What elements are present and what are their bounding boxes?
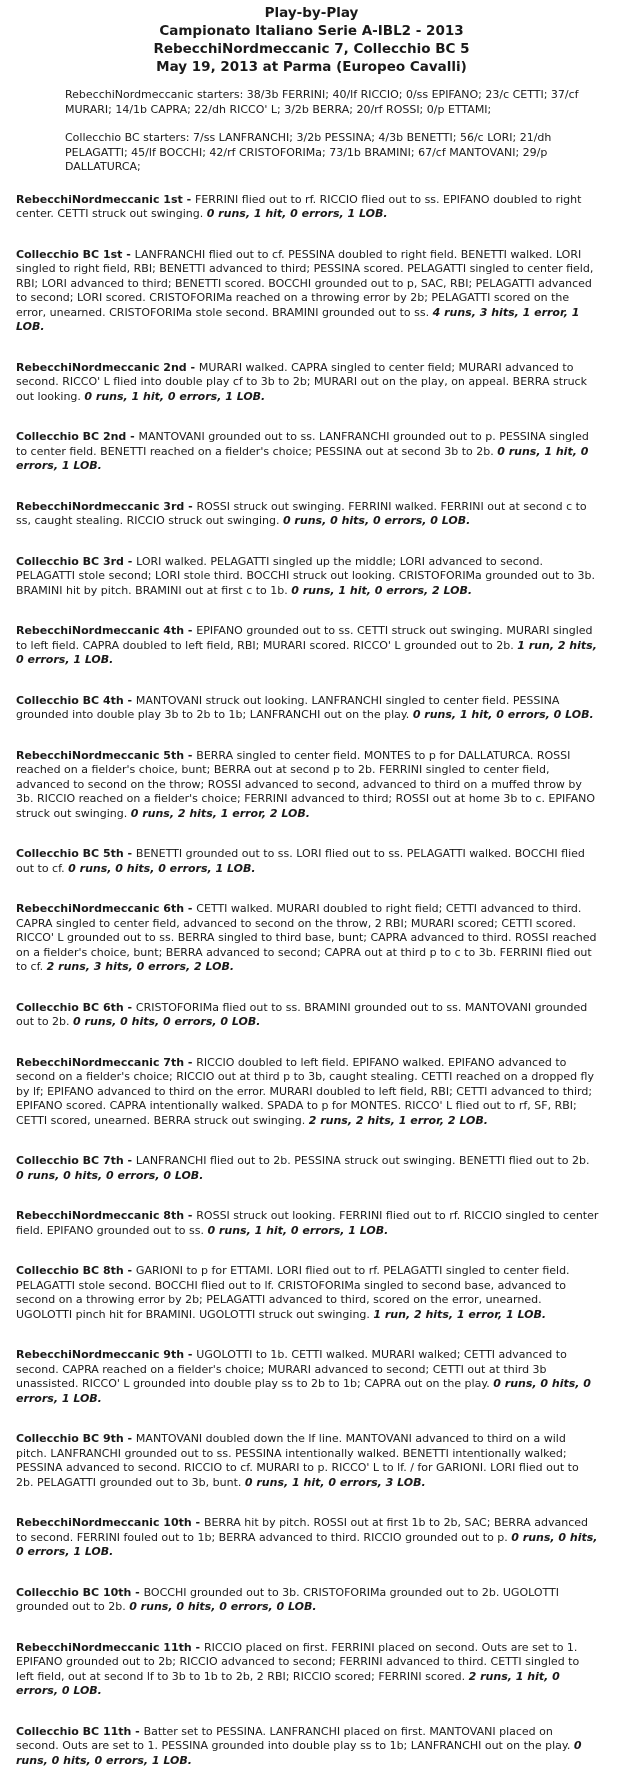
inning-plays: RICCIO placed on first. FERRINI placed on second. Outs are set to 1. EPIFANO grounded out to 2b; RICCIO advanced to second; FERRINI advanced to third. CETTI singled to left field, out at second lf to 3b to 1b to 2b, 2 RBI; RICCIO scored; FERRINI scored. bbox=[16, 1641, 579, 1683]
inning-team-label: RebecchiNordmeccanic 2nd - bbox=[16, 361, 199, 374]
inning-team-label: RebecchiNordmeccanic 4th - bbox=[16, 624, 196, 637]
inning-summary: 0 runs, 1 hit, 0 errors, 0 LOB. bbox=[413, 708, 594, 721]
inning-team-label: Collecchio BC 1st - bbox=[16, 248, 135, 261]
inning-team-label: RebecchiNordmeccanic 5th - bbox=[16, 749, 196, 762]
inning-paragraph bbox=[16, 248, 599, 335]
inning-team-label: Collecchio BC 5th - bbox=[16, 847, 136, 860]
inning-plays: UGOLOTTI to 1b. CETTI walked. MURARI walked; CETTI advanced to second. CAPRA reached on a fielder's choice; MURARI advanced to second; CETTI out at third 3b unassisted. RICCO' L grounded into double play ss to 2b to 1b; CAPRA out on the play. bbox=[16, 1348, 567, 1390]
inning-summary: 0 runs, 0 hits, 0 errors, 0 LOB. bbox=[283, 514, 470, 527]
inning-team-label: Collecchio BC 8th - bbox=[16, 1264, 136, 1277]
inning-plays: ROSSI struck out looking. FERRINI flied out to rf. RICCIO singled to center field. EPIFANO grounded out to ss. bbox=[16, 1209, 598, 1237]
inning-plays: Batter set to PESSINA. LANFRANCHI placed on first. MANTOVANI placed on second. Outs are set to 1. PESSINA grounded into double play ss to 1b; LANFRANCHI out on the play. bbox=[16, 1725, 574, 1753]
inning-summary: 0 runs, 0 hits, 0 errors, 1 LOB. bbox=[68, 862, 255, 875]
inning-summary: 0 runs, 1 hit, 0 errors, 1 LOB. bbox=[207, 207, 388, 220]
inning-summary: 1 run, 2 hits, 0 errors, 1 LOB. bbox=[16, 639, 597, 667]
inning-paragraph bbox=[16, 1001, 599, 1030]
inning-summary: 0 runs, 0 hits, 0 errors, 0 LOB. bbox=[73, 1015, 260, 1028]
inning-plays: LANFRANCHI flied out to 2b. PESSINA struck out swinging. BENETTI flied out to 2b. bbox=[136, 1154, 590, 1167]
inning-plays: CRISTOFORIMa flied out to ss. BRAMINI grounded out to ss. MANTOVANI grounded out to 2b. bbox=[16, 1001, 587, 1029]
inning-plays: CETTI walked. MURARI doubled to right field; CETTI advanced to third. CAPRA singled to center field, advanced to second on the throw, 2 RBI; MURARI scored; CETTI scored. RICCO' L grounded out to ss. BERRA singled to third base, bunt; CAPRA advanced to third. ROSSI reached on a fielder's choice, bunt; BERRA advanced to second; CAPRA out at third p to c to 3b. FERRINI flied out to cf. bbox=[16, 902, 597, 973]
inning-team-label: Collecchio BC 6th - bbox=[16, 1001, 136, 1014]
home-starters: RebecchiNordmeccanic starters: 38/3b FERRINI; 40/lf RICCIO; 0/ss EPIFANO; 23/c CETTI; 37/cf MURARI; 14/1b CAPRA; 22/dh RICCO' L; 3/2b BERRA; 20/rf ROSSI; 0/p ETTAMI; bbox=[65, 88, 597, 117]
inning-team-label: Collecchio BC 11th - bbox=[16, 1725, 144, 1738]
inning-plays: MANTOVANI doubled down the lf line. MANTOVANI advanced to third on a wild pitch. LANFRANCHI grounded out to ss. PESSINA intentionally walked. BENETTI intentionally walked; PESSINA advanced to second. RICCIO to cf. MURARI to p. RICCO' L to lf. / for GARIONI. LORI flied out to 2b. PELAGATTI grounded out to 3b, bunt. bbox=[16, 1432, 579, 1489]
inning-summary: 2 runs, 1 hit, 0 errors, 0 LOB. bbox=[16, 1670, 560, 1698]
inning-paragraph bbox=[16, 555, 599, 599]
inning-paragraph bbox=[16, 1516, 599, 1560]
inning-summary: 0 runs, 1 hit, 0 errors, 1 LOB. bbox=[84, 390, 265, 403]
inning-summary: 0 runs, 0 hits, 0 errors, 1 LOB. bbox=[16, 1739, 581, 1767]
inning-paragraph bbox=[16, 1641, 599, 1699]
inning-plays: GARIONI to p for ETTAMI. LORI flied out to rf. PELAGATTI singled to center field. PELAGATTI stole second. BOCCHI flied out to lf. CRISTOFORIMa singled to second base, advanced to second on a throwing error by 2b; PELAGATTI advanced to third, scored on the error, unearned. UGOLOTTI pinch hit for BRAMINI. UGOLOTTI struck out swinging. bbox=[16, 1264, 570, 1321]
inning-summary: 4 runs, 3 hits, 1 error, 1 LOB. bbox=[16, 306, 579, 334]
inning-summary: 2 runs, 3 hits, 0 errors, 2 LOB. bbox=[47, 960, 234, 973]
inning-paragraph bbox=[16, 749, 599, 822]
inning-summary: 0 runs, 0 hits, 0 errors, 1 LOB. bbox=[16, 1377, 591, 1405]
inning-plays: BENETTI grounded out to ss. LORI flied out to ss. PELAGATTI walked. BOCCHI flied out to cf. bbox=[16, 847, 585, 875]
inning-plays: ROSSI struck out swinging. FERRINI walked. FERRINI out at second c to ss, caught stealing. RICCIO struck out swinging. bbox=[16, 500, 587, 528]
inning-plays: MANTOVANI struck out looking. LANFRANCHI singled to center field. PESSINA grounded into double play 3b to 2b to 1b; LANFRANCHI out on the play. bbox=[16, 694, 559, 722]
inning-paragraph bbox=[16, 1264, 599, 1322]
inning-summary: 0 runs, 0 hits, 0 errors, 0 LOB. bbox=[16, 1169, 203, 1182]
inning-summary: 0 runs, 1 hit, 0 errors, 2 LOB. bbox=[291, 584, 472, 597]
inning-plays: MANTOVANI grounded out to ss. LANFRANCHI grounded out to p. PESSINA singled to center field. BENETTI reached on a fielder's choice; PESSINA out at second 3b to 2b. bbox=[16, 430, 589, 458]
inning-plays: LORI walked. PELAGATTI singled up the middle; LORI advanced to second. PELAGATTI stole second; LORI stole third. BOCCHI struck out looking. CRISTOFORIMa grounded out to 3b. BRAMINI hit by pitch. BRAMINI out at first c to 1b. bbox=[16, 555, 595, 597]
inning-team-label: RebecchiNordmeccanic 9th - bbox=[16, 1348, 196, 1361]
report-title: Play-by-Play bbox=[0, 4, 623, 22]
inning-paragraph bbox=[16, 430, 599, 474]
inning-plays: RICCIO doubled to left field. EPIFANO walked. EPIFANO advanced to second on a fielder's choice; RICCIO out at third p to 3b, caught stealing. CETTI reached on a dropped fly by lf; EPIFANO advanced to third on the error. MURARI doubled to left field, RBI; CETTI advanced to third; EPIFANO scored. CAPRA intentionally walked. SPADA to p for MONTES. RICCO' L flied out to rf, SF, RBI; CETTI scored, unearned. BERRA struck out swinging. bbox=[16, 1056, 594, 1127]
innings-list bbox=[0, 193, 623, 1768]
inning-team-label: Collecchio BC 3rd - bbox=[16, 555, 136, 568]
inning-summary: 0 runs, 1 hit, 0 errors, 3 LOB. bbox=[245, 1476, 426, 1489]
inning-plays: BERRA singled to center field. MONTES to p for DALLATURCA. ROSSI reached on a fielder's choice, bunt; BERRA out at second p to 2b. FERRINI singled to center field, advanced to second on the throw; ROSSI advanced to second, advanced to third on a muffed throw by 3b. RICCIO reached on a fielder's choice; FERRINI advanced to third; ROSSI out at home 3b to c. EPIFANO struck out swinging. bbox=[16, 749, 595, 820]
inning-plays: EPIFANO grounded out to ss. CETTI struck out swinging. MURARI singled to left field. CAPRA doubled to left field, RBI; MURARI scored. RICCO' L grounded out to 2b. bbox=[16, 624, 593, 652]
inning-summary: 0 runs, 1 hit, 0 errors, 1 LOB. bbox=[207, 1224, 388, 1237]
inning-team-label: Collecchio BC 9th - bbox=[16, 1432, 136, 1445]
league-name: Campionato Italiano Serie A-IBL2 - 2013 bbox=[0, 22, 623, 40]
starters-section bbox=[65, 88, 597, 175]
inning-paragraph bbox=[16, 1348, 599, 1406]
inning-team-label: RebecchiNordmeccanic 6th - bbox=[16, 902, 196, 915]
inning-plays: MURARI walked. CAPRA singled to center field; MURARI advanced to second. RICCO' L flied into double play cf to 3b to 2b; MURARI out on the play, on appeal. BERRA struck out looking. bbox=[16, 361, 587, 403]
inning-plays: LANFRANCHI flied out to cf. PESSINA doubled to right field. BENETTI walked. LORI singled to right field, RBI; BENETTI advanced to third; PESSINA scored. PELAGATTI singled to center field, RBI; LORI advanced to third; BENETTI scored. BOCCHI grounded out to p, SAC, RBI; PELAGATTI advanced to second; LORI scored. CRISTOFORIMa reached on a throwing error by 2b; PELAGATTI scored on the error, unearned. CRISTOFORIMa stole second. BRAMINI grounded out to ss. bbox=[16, 248, 593, 319]
inning-summary: 1 run, 2 hits, 1 error, 1 LOB. bbox=[373, 1308, 546, 1321]
final-score: RebecchiNordmeccanic 7, Collecchio BC 5 bbox=[0, 40, 623, 58]
inning-plays: FERRINI flied out to rf. RICCIO flied out to ss. EPIFANO doubled to right center. CETTI struck out swinging. bbox=[16, 193, 581, 221]
inning-paragraph bbox=[16, 361, 599, 405]
report-header bbox=[0, 0, 623, 76]
inning-summary: 0 runs, 0 hits, 0 errors, 0 LOB. bbox=[129, 1600, 316, 1613]
inning-paragraph bbox=[16, 1725, 599, 1768]
inning-paragraph bbox=[16, 624, 599, 668]
game-date-location: May 19, 2013 at Parma (Europeo Cavalli) bbox=[0, 58, 623, 76]
inning-paragraph bbox=[16, 193, 599, 222]
inning-team-label: RebecchiNordmeccanic 7th - bbox=[16, 1056, 196, 1069]
inning-team-label: Collecchio BC 10th - bbox=[16, 1586, 144, 1599]
inning-paragraph bbox=[16, 1432, 599, 1490]
inning-plays: BOCCHI grounded out to 3b. CRISTOFORIMa grounded out to 2b. UGOLOTTI grounded out to 2b. bbox=[16, 1586, 559, 1614]
inning-team-label: Collecchio BC 2nd - bbox=[16, 430, 139, 443]
inning-paragraph bbox=[16, 902, 599, 975]
inning-team-label: RebecchiNordmeccanic 10th - bbox=[16, 1516, 204, 1529]
inning-plays: BERRA hit by pitch. ROSSI out at first 1b to 2b, SAC; BERRA advanced to second. FERRINI fouled out to 1b; BERRA advanced to third. RICCIO grounded out to p. bbox=[16, 1516, 588, 1544]
inning-summary: 0 runs, 2 hits, 1 error, 2 LOB. bbox=[131, 807, 310, 820]
inning-paragraph bbox=[16, 1154, 599, 1183]
inning-paragraph bbox=[16, 500, 599, 529]
inning-paragraph bbox=[16, 1209, 599, 1238]
inning-team-label: Collecchio BC 4th - bbox=[16, 694, 136, 707]
inning-team-label: Collecchio BC 7th - bbox=[16, 1154, 136, 1167]
inning-summary: 2 runs, 2 hits, 1 error, 2 LOB. bbox=[309, 1114, 488, 1127]
inning-summary: 0 runs, 1 hit, 0 errors, 1 LOB. bbox=[16, 445, 588, 473]
inning-paragraph bbox=[16, 694, 599, 723]
away-starters: Collecchio BC starters: 7/ss LANFRANCHI; 3/2b PESSINA; 4/3b BENETTI; 56/c LORI; 21/dh PELAGATTI; 45/lf BOCCHI; 42/rf CRISTOFORIMa; 73/1b BRAMINI; 67/cf MANTOVANI; 29/p DALLATURCA; bbox=[65, 131, 597, 175]
inning-summary: 0 runs, 0 hits, 0 errors, 1 LOB. bbox=[16, 1531, 597, 1559]
inning-team-label: RebecchiNordmeccanic 1st - bbox=[16, 193, 195, 206]
inning-paragraph bbox=[16, 1056, 599, 1129]
inning-team-label: RebecchiNordmeccanic 3rd - bbox=[16, 500, 197, 513]
inning-paragraph bbox=[16, 1586, 599, 1615]
inning-team-label: RebecchiNordmeccanic 8th - bbox=[16, 1209, 196, 1222]
inning-paragraph bbox=[16, 847, 599, 876]
inning-team-label: RebecchiNordmeccanic 11th - bbox=[16, 1641, 204, 1654]
